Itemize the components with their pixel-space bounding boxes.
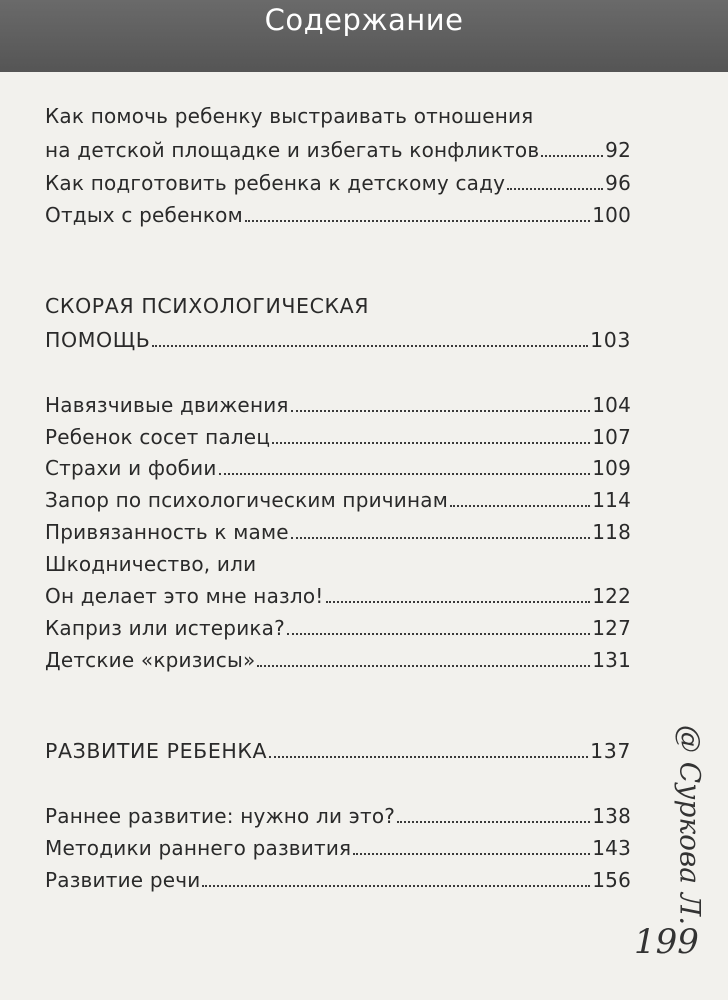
toc-entry-title: Каприз или истерика? [45,616,285,640]
dot-leader [353,845,590,855]
dot-leader [202,877,590,887]
dot-leader [272,434,590,444]
toc-entry-title: Раннее развитие: нужно ли это? [45,804,396,828]
toc-entry [45,613,631,643]
toc-entry-page: 100 [592,203,631,227]
dot-leader [219,465,591,475]
page-title: Содержание [264,3,464,37]
dot-leader [257,657,590,667]
toc-entry-title: Привязанность к маме [45,520,289,544]
toc-entry [45,135,631,165]
dot-leader [397,813,590,823]
toc-entry-title: Ребенок сосет палец [45,425,271,449]
toc-entry-title: Методики раннего развития [45,836,352,860]
toc-entry [45,485,631,515]
dot-leader [541,147,603,157]
dot-leader [152,337,588,347]
toc-entry-title: Навязчивые движения [45,393,289,417]
toc-entry-title: Запор по психологическим причинам [45,488,449,512]
author-signature [670,724,710,926]
dot-leader [291,529,590,539]
toc-entry-page: 104 [592,393,631,417]
toc-entry [45,645,631,675]
toc-entry-page: 109 [592,456,631,480]
dot-leader [326,593,591,603]
toc-entry-page: 127 [592,616,631,640]
toc-entry-title: Как подготовить ребенка к детскому саду [45,171,506,195]
toc-section [45,736,631,766]
toc-entry [45,865,631,895]
toc-entry [45,517,631,547]
toc-entry-page: 156 [592,868,631,892]
dot-leader [269,748,588,758]
toc-entry-title: Как помочь ребенку выстраивать отношения [45,104,534,128]
toc-entry-page: 131 [592,648,631,672]
toc-entry [45,390,631,420]
toc-entry-title: Развитие речи [45,868,201,892]
toc-entry-page: 143 [592,836,631,860]
toc-entry [45,200,631,230]
toc-entry-page: 118 [592,520,631,544]
toc-section-title: СКОРАЯ ПСИХОЛОГИЧЕСКАЯ [45,294,370,318]
dot-leader [450,497,590,507]
toc-entry-page: 137 [590,739,631,763]
toc-section-title: ПОМОЩЬ [45,328,151,352]
dot-leader [245,212,590,222]
toc-entry-title: на детской площадке и избегать конфликтов [45,138,540,162]
toc-entry-title: Отдых с ребенком [45,203,243,227]
toc-section [45,325,631,355]
toc-entry [45,453,631,483]
toc-entry-title: Он делает это мне назло! [45,584,324,608]
toc-entry [45,833,631,863]
toc-entry-page: 103 [590,328,631,352]
toc-entry [45,422,631,452]
toc-entry [45,581,631,611]
toc-entry-title: Страхи и фобии [45,456,217,480]
page-number: 199 [634,922,699,962]
toc-entry [45,168,631,198]
dot-leader [507,180,603,190]
toc-entry-page: 122 [592,584,631,608]
dot-leader [287,625,590,635]
toc-entry-page: 96 [605,171,631,195]
toc-entry-title: Шкодничество, или [45,552,257,576]
toc-entry-page: 114 [592,488,631,512]
toc-entry-page: 92 [605,138,631,162]
toc-entry-title: Детские «кризисы» [45,648,256,672]
toc-entry-page: 138 [592,804,631,828]
toc-entry [45,801,631,831]
dot-leader [291,402,591,412]
toc-entry-page: 107 [592,425,631,449]
toc-section [45,291,631,321]
author-signature-text: @ Суркова Л. [673,724,707,926]
toc-section-title: РАЗВИТИЕ РЕБЕНКА [45,739,268,763]
toc-entry [45,549,631,579]
toc-entry [45,101,631,131]
